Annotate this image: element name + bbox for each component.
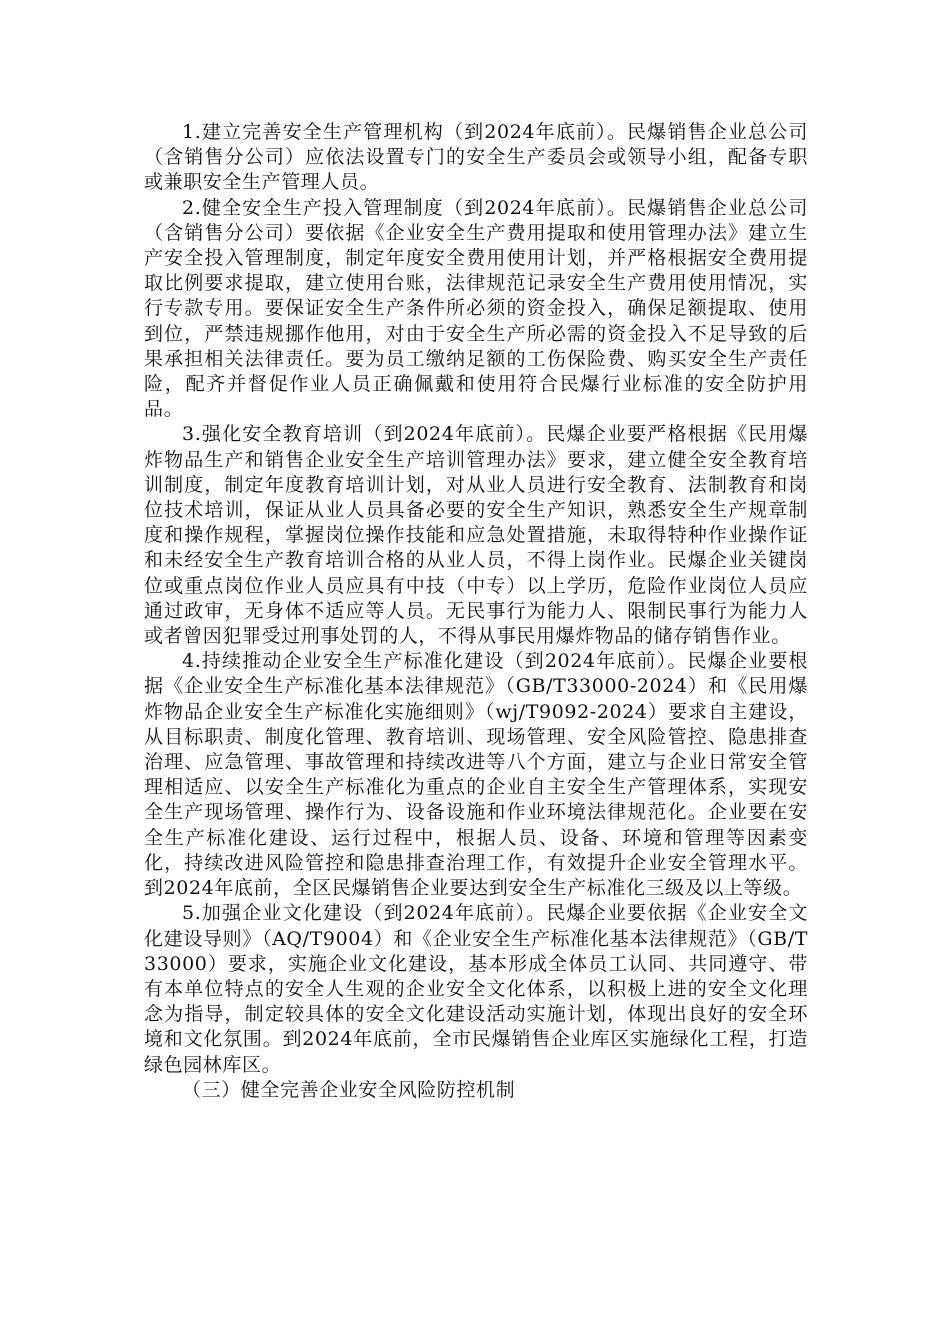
paragraph-4: 4.持续推动企业安全生产标准化建设（到2024年底前）。民爆企业要根据《企业安全生产标准化基本法律规范》（GB/T33000-2024）和《民用爆炸物品企业安全生产标准化实施细则》（wj/T9092-2024）要求自主建设，从目标职责、制度化管理、教育培训、现场管理、安全风险管控、隐患排查治理、应急管理、事故管理和持续改进等八个方面，建立与企业日常安全管理相适应、以安全生产标准化为重点的企业自主安全生产管理体系，实现安全生产现场管理、操作行为、设备设施和作业环境法律规范化。企业要在安全生产标准化建设、运行过程中，根据人员、设备、环境和管理等因素变化，持续改进风险管控和隐患排查治理工作，有效提升企业安全管理水平。到2024年底前，全区民爆销售企业要达到安全生产标准化三级及以上等级。 <box>144 650 808 900</box>
document-page <box>144 120 808 1103</box>
section-heading: （三）健全完善企业安全风险防控机制 <box>182 1078 516 1101</box>
paragraph-3: 3.强化安全教育培训（到2024年底前）。民爆企业要严格根据《民用爆炸物品生产和销售企业安全生产培训管理办法》要求，建立健全安全教育培训制度，制定年度教育培训计划，对从业人员进行安全教育、法制教育和岗位技术培训，保证从业人员具备必要的安全生产知识，熟悉安全生产规章制度和操作规程，掌握岗位操作技能和应急处置措施，未取得特种作业操作证和未经安全生产教育培训合格的从业人员，不得上岗作业。民爆企业关键岗位或重点岗位作业人员应具有中技（中专）以上学历，危险作业岗位人员应通过政审，无身体不适应等人员。无民事行为能力人、限制民事行为能力人或者曾因犯罪受过刑事处罚的人，不得从事民用爆炸物品的储存销售作业。 <box>144 423 808 648</box>
paragraph-2: 2.健全安全生产投入管理制度（到2024年底前）。民爆销售企业总公司（含销售分公司）要依据《企业安全生产费用提取和使用管理办法》建立生产安全投入管理制度，制定年度安全费用使用计划，并严格根据安全费用提取比例要求提取，建立使用台账，法律规范记录安全生产费用使用情况，实行专款专用。要保证安全生产条件所必须的资金投入，确保足额提取、使用到位，严禁违规挪作他用，对由于安全生产所必需的资金投入不足导致的后果承担相关法律责任。要为员工缴纳足额的工伤保险费、购买安全生产责任险，配齐并督促作业人员正确佩戴和使用符合民爆行业标准的安全防护用品。 <box>144 196 808 421</box>
paragraph-5: 5.加强企业文化建设（到2024年底前）。民爆企业要依据《企业安全文化建设导则》（AQ/T9004）和《企业安全生产标准化基本法律规范》（GB/T33000）要求，实施企业文化建设，基本形成全体员工认同、共同遵守、带有本单位特点的安全人生观的企业安全文化体系，以积极上进的安全文化理念为指导，制定较具体的安全文化建设活动实施计划，体现出良好的安全环境和文化氛围。到2024年底前，全市民爆销售企业库区实施绿化工程，打造绿色园林库区。 <box>144 902 808 1076</box>
paragraph-1: 1.建立完善安全生产管理机构（到2024年底前）。民爆销售企业总公司（含销售分公司）应依法设置专门的安全生产委员会或领导小组，配备专职或兼职安全生产管理人员。 <box>144 121 808 194</box>
